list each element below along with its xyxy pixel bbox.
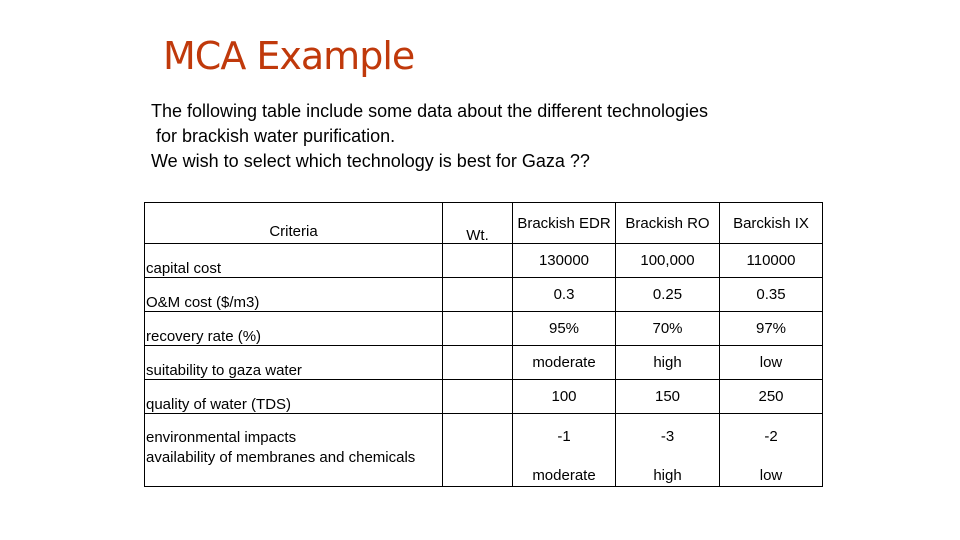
header-criteria: Criteria <box>145 203 443 244</box>
row-value-ro: 150 <box>616 380 720 414</box>
env-value-ix: -2 <box>764 428 778 445</box>
row-label: quality of water (TDS) <box>145 380 443 414</box>
avail-value-ro: high <box>653 467 682 484</box>
row-value-ix <box>720 414 823 487</box>
row-label-combined <box>145 414 443 487</box>
intro-line-1: The following table include some data about the different technologies <box>151 101 709 121</box>
row-weight <box>443 380 513 414</box>
row-value-ro <box>616 414 720 487</box>
row-label-availability: availability of membranes and chemicals <box>146 449 416 466</box>
env-value-ro: -3 <box>660 428 675 445</box>
row-value-ro: 70% <box>616 312 720 346</box>
row-value-edr: 130000 <box>513 244 616 278</box>
row-label: recovery rate (%) <box>145 312 443 346</box>
row-label-environmental: environmental impacts <box>146 429 297 446</box>
row-weight <box>443 244 513 278</box>
table-row <box>145 312 823 346</box>
row-label: capital cost <box>145 244 443 278</box>
header-weight-label: Wt. <box>466 227 489 244</box>
row-weight <box>443 346 513 380</box>
row-value-ix: 250 <box>720 380 823 414</box>
header-brackish-ro: Brackish RO <box>616 203 720 244</box>
table-row <box>145 244 823 278</box>
table-row-combined <box>145 414 823 487</box>
row-value-edr <box>513 414 616 487</box>
row-weight <box>443 312 513 346</box>
row-weight <box>443 278 513 312</box>
row-value-edr: moderate <box>513 346 616 380</box>
intro-line-2: for brackish water purification. <box>156 126 396 146</box>
row-value-ro: high <box>616 346 720 380</box>
row-value-edr: 0.3 <box>513 278 616 312</box>
row-value-ro: 0.25 <box>616 278 720 312</box>
header-brackish-edr: Brackish EDR <box>513 203 616 244</box>
row-value-ix: low <box>720 346 823 380</box>
intro-text <box>151 99 851 174</box>
header-weight <box>443 203 513 244</box>
row-weight <box>443 414 513 487</box>
table-row <box>145 346 823 380</box>
table-row <box>145 278 823 312</box>
avail-value-edr: moderate <box>532 467 596 484</box>
mca-table <box>144 202 823 487</box>
avail-value-ix: low <box>759 467 783 484</box>
row-value-edr: 100 <box>513 380 616 414</box>
header-barckish-ix: Barckish IX <box>720 203 823 244</box>
table-header-row <box>145 203 823 244</box>
env-value-edr: -1 <box>557 428 571 445</box>
row-value-ix: 110000 <box>720 244 823 278</box>
row-label: O&M cost ($/m3) <box>145 278 443 312</box>
intro-line-3: We wish to select which technology is best for Gaza ?? <box>151 151 590 171</box>
slide-title: MCA Example <box>163 34 415 78</box>
row-label: suitability to gaza water <box>145 346 443 380</box>
row-value-ix: 0.35 <box>720 278 823 312</box>
row-value-edr: 95% <box>513 312 616 346</box>
row-value-ro: 100,000 <box>616 244 720 278</box>
table-row <box>145 380 823 414</box>
row-value-ix: 97% <box>720 312 823 346</box>
